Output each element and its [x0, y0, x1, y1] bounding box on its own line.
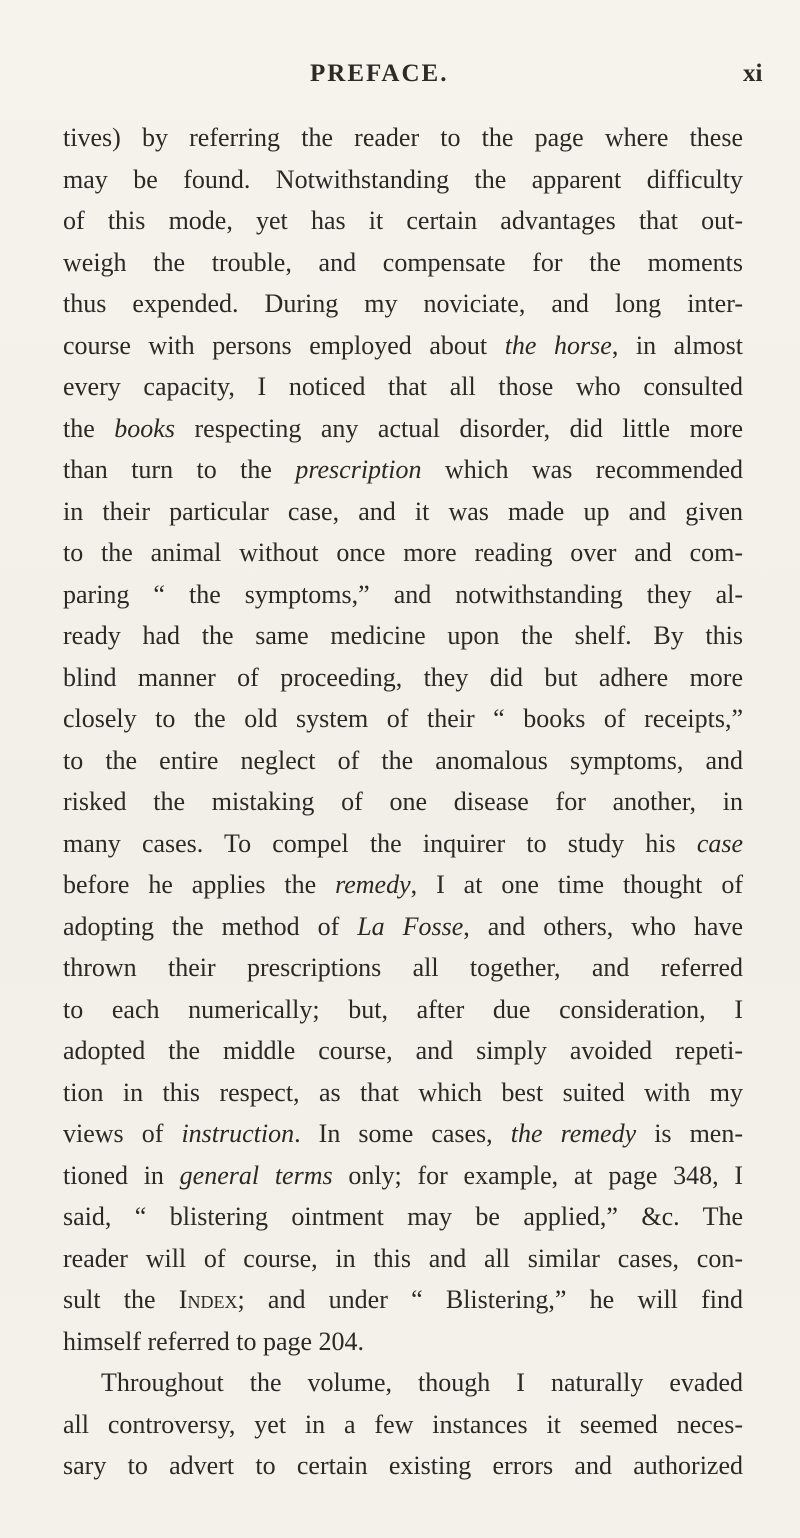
text-line: before he applies the remedy, I at one time thought of: [63, 870, 743, 899]
text-line: sary to advert to certain existing errors and authorized: [63, 1451, 743, 1480]
text-line: tives) by referring the reader to the page where these: [63, 123, 743, 152]
text-line: blind manner of proceeding, they did but adhere more: [63, 662, 743, 692]
text-line: closely to the old system of their “ books of receipts,”: [63, 704, 743, 733]
italic-term: the remedy: [510, 1119, 637, 1148]
text-line: said, “ blistering ointment may be applied,” &c. The: [63, 1202, 743, 1231]
text-line: to each numerically; but, after due consideration, I: [63, 994, 743, 1024]
text-line: many cases. To compel the inquirer to study his case: [63, 828, 744, 858]
text-line: all controversy, yet in a few instances it seemed neces-: [63, 1409, 743, 1439]
text-line: may be found. Notwithstanding the apparent difficulty: [63, 164, 743, 194]
text-line: sult the Index; and under “ Blistering,” he will find: [63, 1285, 743, 1314]
text-line: paring “ the symptoms,” and notwithstanding they al-: [63, 579, 743, 609]
text-line: tioned in general terms only; for example, at page 348, I: [63, 1160, 744, 1190]
text-line: thus expended. During my noviciate, and long inter-: [63, 289, 743, 318]
text-line: weigh the trouble, and compensate for the moments: [63, 247, 743, 277]
italic-term: La Fosse: [357, 911, 464, 941]
running-title: PREFACE.: [310, 60, 449, 87]
text-line: than turn to the prescription which was recommended: [63, 455, 744, 484]
italic-term: books: [114, 413, 175, 443]
text-line: Throughout the volume, though I naturally evaded: [101, 1368, 743, 1397]
text-line: thrown their prescriptions all together, and referred: [63, 953, 743, 982]
text-line: tion in this respect, as that which best suited with my: [63, 1077, 743, 1107]
italic-term: remedy: [335, 870, 411, 899]
running-head: [0, 52, 800, 92]
text-line: risked the mistaking of one disease for another, in: [63, 787, 743, 816]
text-line: course with persons employed about the horse, in almost: [63, 330, 744, 360]
text-line: in their particular case, and it was made up and given: [63, 496, 743, 526]
small-caps-term: Index: [178, 1285, 238, 1314]
italic-term: the horse: [504, 330, 612, 360]
italic-term: prescription: [295, 455, 422, 484]
text-line: ready had the same medicine upon the shelf. By this: [63, 621, 743, 650]
text-line: of this mode, yet has it certain advantages that out-: [63, 206, 743, 235]
body-text: [63, 117, 743, 1487]
text-line: adopted the middle course, and simply avoided repeti-: [63, 1036, 743, 1065]
text-line: himself referred to page 204.: [63, 1326, 365, 1356]
italic-term: instruction: [181, 1119, 295, 1148]
page-number: xi: [743, 60, 763, 87]
text-line: every capacity, I noticed that all those who consulted: [63, 372, 743, 401]
text-line: reader will of course, in this and all similar cases, con-: [63, 1243, 743, 1273]
text-line: views of instruction. In some cases, the remedy is men-: [63, 1119, 744, 1148]
italic-term: general terms: [179, 1160, 333, 1190]
text-line: adopting the method of La Fosse, and others, who have: [63, 911, 744, 941]
text-line: to the animal without once more reading over and com-: [63, 538, 743, 567]
text-line: to the entire neglect of the anomalous symptoms, and: [63, 745, 743, 775]
italic-term: case: [696, 828, 744, 858]
text-line: the books respecting any actual disorder, did little more: [63, 413, 744, 443]
